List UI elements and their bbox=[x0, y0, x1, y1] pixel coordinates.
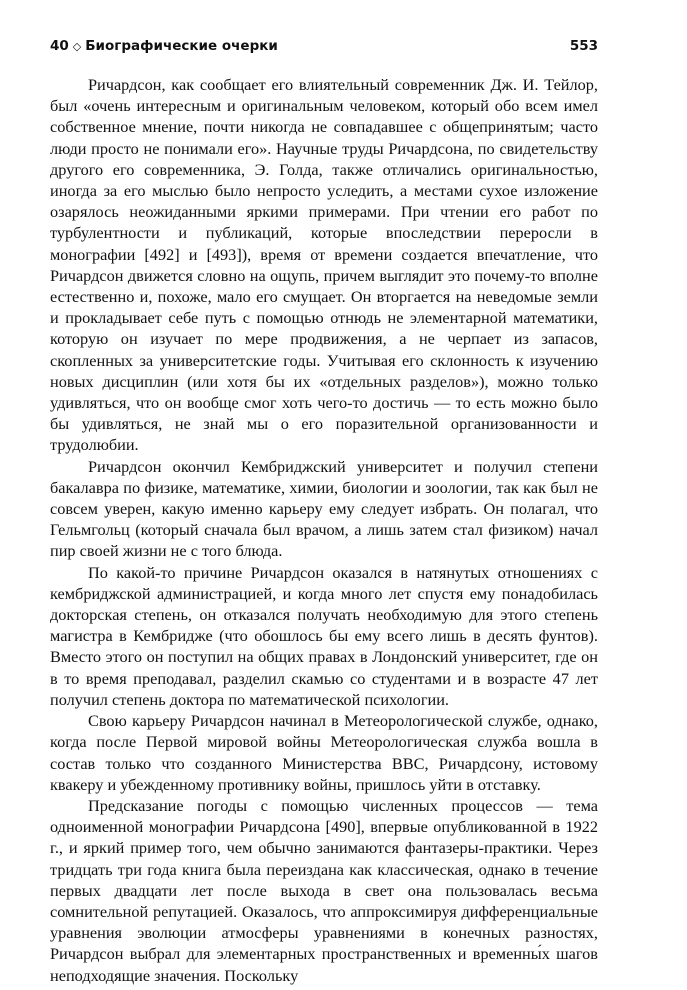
section-number: 40 bbox=[50, 38, 69, 54]
section-heading bbox=[50, 36, 278, 57]
paragraph: Предсказание погоды с помощью численных процессов — тема одноименной монографии Ричардсона [490], впервые опубликованной в 1922 г., и яркий пример того, чем обычно занимаются фантазеры-практики. Через тридцать три года книга была переиздана как классическая, однако в течение первых двадцати лет после выхода в свет она пользовалась весьма сомнительной репутацией. Оказалось, что аппроксимируя дифференциальные уравнения эволюции атмосферы уравнениями в конечных разностях, Ричардсон выбрал для элементарных пространственных и временны́х шагов неподходящие значения. Поскольку bbox=[50, 795, 598, 985]
section-title: Биографические очерки bbox=[85, 38, 278, 54]
paragraph: Свою карьеру Ричардсон начинал в Метеорологической службе, однако, когда после Первой мировой войны Метеорологическая служба вошла в состав только что созданного Министерства ВВС, Ричардсону, истовому квакеру и убежденному противнику войны, пришлось уйти в отставку. bbox=[50, 711, 598, 794]
paragraph: Ричардсон окончил Кембриджский университет и получил степени бакалавра по физике, математике, химии, биологии и зоологии, так как был не совсем уверен, какую именно карьеру ему следует избрать. Он полагал, что Гельмгольц (который сначала был врачом, а лишь затем стал физиком) начал пир своей жизни не с того блюда. bbox=[50, 456, 598, 561]
paragraph: Ричардсон, как сообщает его влиятельный современник Дж. И. Тейлор, был «очень интересным и оригинальным человеком, который обо всем имел собственное мнение, почти никогда не совпадавшее с общепринятым; часто люди просто не понимали его». Научные труды Ричардсона, по свидетельству другого его современника, Э. Голда, также отличались оригинальностью, иногда за его мыслью было непросто уследить, а местами сухое изложение озарялось неожиданными яркими примерами. При чтении его работ по турбулентности и публикаций, которые впоследствии переросли в монографии [492] и [493]), время от времени создается впечатление, что Ричардсон движется словно на ощупь, причем выглядит это почему-то вполне естественно и, похоже, мало его смущает. Он вторгается на неведомые земли и прокладывает себе путь с помощью отнюдь не элементарной математики, которую он изучает по мере продвижения, а не черпает из запасов, скопленных за университетские годы. Учитывая его склонность к изучению новых дисциплин (или хотя бы их «отдельных разделов»), можно только удивляться, что он вообще смог хоть чего-то достичь — то есть можно было бы удивляться, не знай мы о его поразительной организованности и трудолюбии. bbox=[50, 75, 598, 455]
paragraph: По какой-то причине Ричардсон оказался в натянутых отношениях с кембриджской администрацией, и когда много лет спустя ему понадобилась докторская степень, он отказался получать необходимую для этого степень магистра в Кембридже (что обошлось бы ему всего лишь в десять фунтов). Вместо этого он поступил на общих правах в Лондонский университет, где он в то время преподавал, разделил скамью со студентами и в возрасте 47 лет получил степень доктора по математической психологии. bbox=[50, 562, 598, 709]
running-head bbox=[50, 36, 598, 56]
diamond-separator-icon: ◇ bbox=[72, 40, 82, 53]
page-number: 553 bbox=[569, 38, 598, 54]
body-text bbox=[50, 74, 598, 986]
